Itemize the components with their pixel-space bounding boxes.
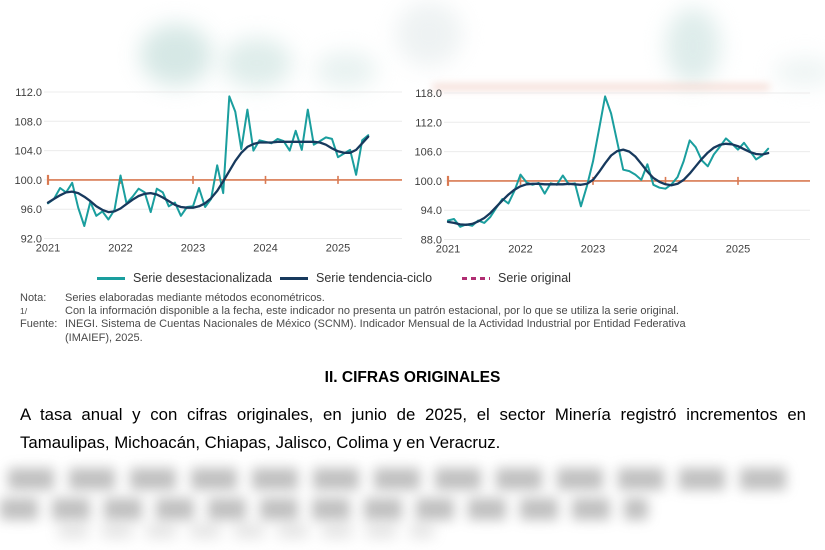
blurred-chart-blob [774, 58, 825, 86]
right-line-chart [412, 85, 825, 260]
note-text [65, 318, 808, 344]
chart-legend [0, 268, 825, 288]
footnote-marker: 1/ [20, 306, 28, 317]
svg-text:2024: 2024 [653, 243, 678, 256]
svg-text:92.0: 92.0 [20, 233, 42, 246]
legend-item-serie-original [462, 268, 571, 288]
blurred-header-area [0, 0, 825, 86]
svg-text:106.0: 106.0 [414, 146, 442, 159]
svg-text:2024: 2024 [253, 242, 278, 255]
legend-label: Serie tendencia-ciclo [316, 271, 433, 285]
blurred-chart-blob [396, 2, 462, 66]
note-row-fuente [20, 318, 808, 344]
svg-text:100.0: 100.0 [14, 174, 42, 187]
teal-line-swatch-icon [97, 277, 125, 280]
footnotes-block [20, 292, 808, 345]
legend-label: Serie original [498, 271, 571, 285]
section-heading: II. CIFRAS ORIGINALES [324, 369, 501, 386]
legend-item-desestacionalizada [97, 268, 272, 288]
legend-label: Serie desestacionalizada [133, 271, 272, 285]
note-text: Series elaboradas mediante métodos econométricos. [65, 292, 325, 304]
svg-text:118.0: 118.0 [415, 88, 442, 100]
note-row-footnote-1 [20, 305, 808, 318]
svg-text:104.0: 104.0 [14, 145, 42, 158]
svg-text:112.0: 112.0 [415, 117, 442, 130]
left-line-chart [0, 85, 412, 260]
svg-text:94.0: 94.0 [420, 205, 442, 218]
note-row-nota [20, 292, 808, 305]
svg-text:108.0: 108.0 [14, 116, 42, 129]
blurred-text-line [8, 468, 792, 490]
blurred-chart-blob [140, 24, 212, 86]
svg-text:2021: 2021 [35, 242, 61, 255]
note-text-line: (IMAIEF), 2025. [65, 331, 143, 344]
svg-text:112.0: 112.0 [15, 87, 42, 99]
blurred-text-line [58, 524, 434, 538]
svg-text:2025: 2025 [325, 242, 351, 255]
svg-text:2025: 2025 [725, 243, 751, 256]
note-label: Nota: [20, 292, 47, 304]
blurred-chart-blob [315, 52, 377, 88]
body-paragraph: A tasa anual y con cifras originales, en junio de 2025, el sector Minería registró incrementos en Tamaulipas, Michoacán, Chiapas, Jalisco, Colima y en Veracruz. [20, 405, 806, 452]
legend-item-tendencia-ciclo [280, 268, 432, 288]
blurred-chart-blob [666, 8, 720, 84]
blurred-text-line [0, 498, 648, 520]
note-text: Con la información disponible a la fecha, este indicador no presenta un patrón estacional, por lo que se utiliza la serie original. [65, 305, 679, 318]
navy-line-swatch-icon [280, 277, 308, 280]
svg-text:2021: 2021 [435, 243, 461, 256]
svg-text:2022: 2022 [508, 243, 533, 256]
dashed-line-swatch-icon [462, 277, 490, 280]
note-text-line: INEGI. Sistema de Cuentas Nacionales de México (SCNM). Indicador Mensual de la Actividad Industrial por Entidad Federativa [65, 318, 686, 331]
svg-text:2023: 2023 [580, 243, 606, 256]
svg-text:2023: 2023 [180, 242, 206, 255]
svg-text:2022: 2022 [108, 242, 133, 255]
svg-text:88.0: 88.0 [420, 234, 442, 247]
svg-text:100.0: 100.0 [414, 175, 442, 188]
blurred-paragraph-area [0, 464, 825, 550]
note-label: Fuente: [20, 318, 58, 331]
blurred-chart-blob [222, 38, 292, 88]
svg-text:96.0: 96.0 [20, 204, 42, 217]
